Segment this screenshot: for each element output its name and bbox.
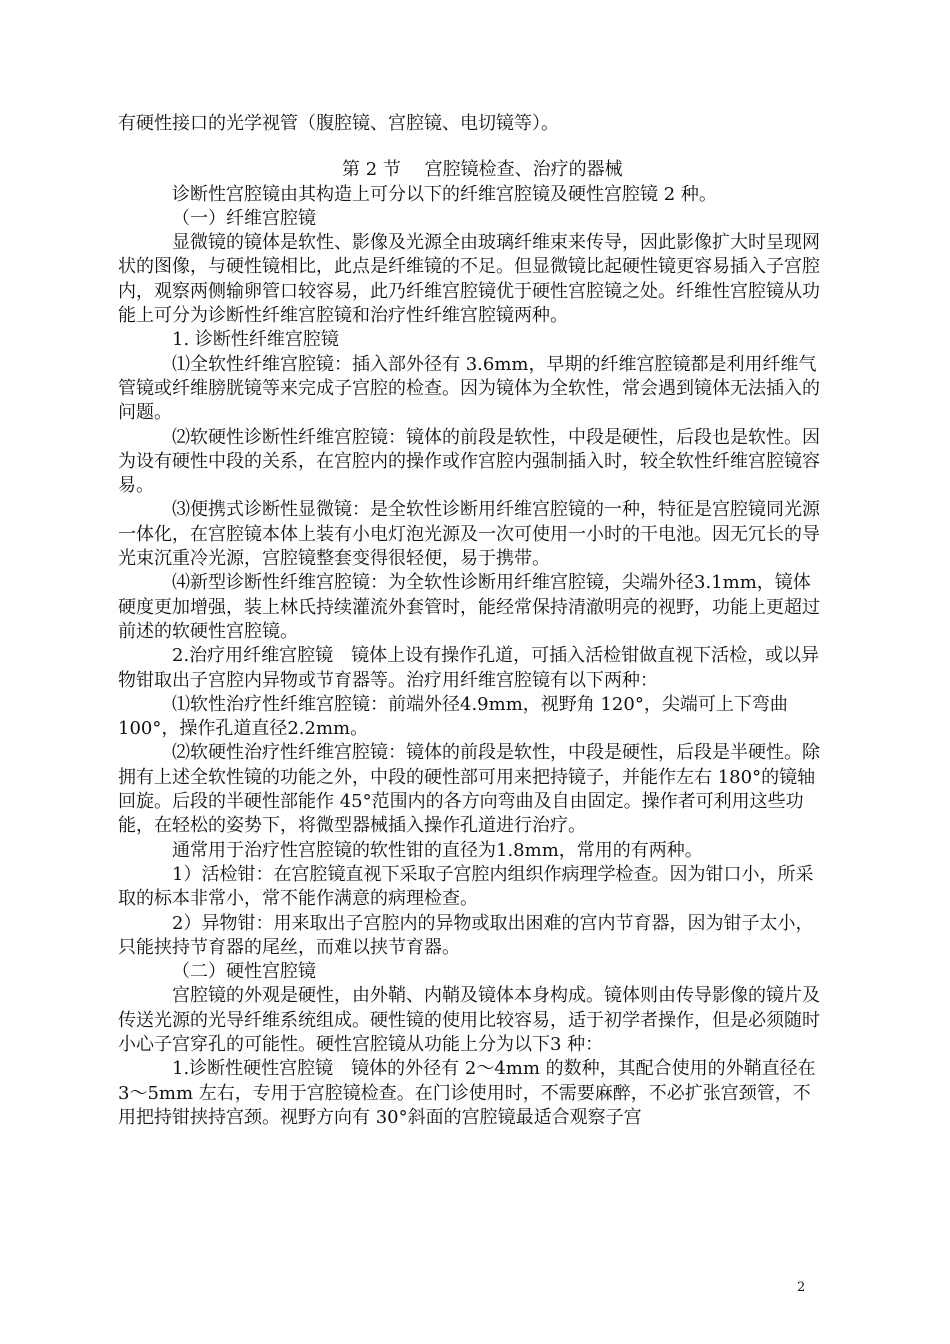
part1-paragraph: 显微镜的镜体是软性、影像及光源全由玻璃纤维束来传导，因此影像扩大时呈现网状的图像，与硬性镜相比，此点是纤维镜的不足。但显微镜比起硬性镜更容易插入子宫腔内，观察两侧输卵管口较容易，此乃纤维宫腔镜优于硬性宫腔镜之处。纤维性宫腔镜从功能上可分为诊断性纤维宫腔镜和治疗性纤维宫腔镜两种。 (118, 232, 820, 327)
intro-paragraph: 诊断性宫腔镜由其构造上可分以下的纤维宫腔镜及硬性宫腔镜 2 种。 (172, 183, 717, 205)
part1-sub1-heading: 1. 诊断性纤维宫腔镜 (172, 329, 339, 351)
item-2: ⑵软硬性诊断性纤维宫腔镜：镜体的前段是软性，中段是硬性，后段也是软性。因为设有硬性中段的关系，在宫腔内的操作或作宫腔内强制插入时，较全软性纤维宫腔镜容易。 (118, 426, 820, 497)
part2-paragraph: 宫腔镜的外观是硬性，由外鞘、内鞘及镜体本身构成。镜体则由传导影像的镜片及传送光源的光导纤维系统组成。硬性镜的使用比较容易，适于初学者操作，但是必须随时小心子宫穿孔的可能性。硬性宫腔镜从功能上分为以下3 种： (118, 985, 820, 1055)
top-line: 有硬性接口的光学视管（腹腔镜、宫腔镜、电切镜等）。 (118, 113, 559, 134)
item-3: ⑶便携式诊断性显微镜：是全软性诊断用纤维宫腔镜的一种，特征是宫腔镜同光源一体化，在宫腔镜本体上装有小电灯泡光源及一次可使用一小时的干电池。因无冗长的导光束沉重冷光源，宫腔镜整套变得很轻便，易于携带。 (118, 499, 820, 570)
therapy-item-1: ⑴软性治疗性纤维宫腔镜：前端外径4.9mm，视野角 120°，尖端可上下弯曲 100°，操作孔道直径2.2mm。 (118, 693, 788, 740)
item-4: ⑷新型诊断性纤维宫腔镜：为全软性诊断用纤维宫腔镜，尖端外径3.1mm，镜体硬度更加增强，装上林氏持续灌流外套管时，能经常保持清澈明亮的视野，功能上更超过前述的软硬性宫腔镜。 (118, 572, 820, 642)
forceps-item-1: 1）活检钳：在宫腔镜直视下采取子宫腔内组织作病理学检查。因为钳口小，所采取的标本非常小，常不能作满意的病理检查。 (118, 863, 814, 910)
item-1: ⑴全软性纤维宫腔镜：插入部外径有 3.6mm，早期的纤维宫腔镜都是利用纤维气管镜或纤维膀胱镜等来完成子宫腔的检查。因为镜体为全软性，常会遇到镜体无法插入的问题。 (118, 353, 820, 424)
forceps-intro: 通常用于治疗性宫腔镜的软性钳的直径为1.8mm，常用的有两种。 (172, 839, 703, 861)
part1-sub2: 2.治疗用纤维宫腔镜 镜体上设有操作孔道，可插入活检钳做直视下活检，或以异物钳取出子宫腔内异物或节育器等。治疗用纤维宫腔镜有以下两种： (118, 645, 820, 691)
page-body (118, 112, 823, 1130)
part2-heading: （二）硬性宫腔镜 (172, 961, 316, 983)
page-number: 2 (797, 1280, 806, 1295)
section-heading: 第 2 节 宫腔镜检查、治疗的器械 (342, 159, 623, 181)
forceps-item-2: 2）异物钳：用来取出子宫腔内的异物或取出困难的宫内节育器，因为钳子太小，只能挟持节育器的尾丝，而难以挟节育器。 (118, 912, 814, 958)
therapy-item-2: ⑵软硬性治疗性纤维宫腔镜：镜体的前段是软性，中段是硬性，后段是半硬性。除拥有上述全软性镜的功能之外，中段的硬性部可用来把持镜子，并能作左右 180°的镜轴回旋。后段的半硬性部能作 45°范围内的各方向弯曲及自由固定。操作者可利用这些功能，在轻松的姿势下，将微型器械插入操作孔道进行治疗。 (118, 742, 820, 837)
part1-heading: （一）纤维宫腔镜 (172, 207, 316, 229)
part2-sub1: 1.诊断性硬性宫腔镜 镜体的外径有 2～4mm 的数种，其配合使用的外鞘直径在 3～5mm 左右，专用于宫腔镜检查。在门诊使用时，不需要麻醉，不必扩张宫颈管，不用把持钳挟持宫颈。视野方向有 30°斜面的宫腔镜最适合观察子宫 (118, 1058, 816, 1128)
